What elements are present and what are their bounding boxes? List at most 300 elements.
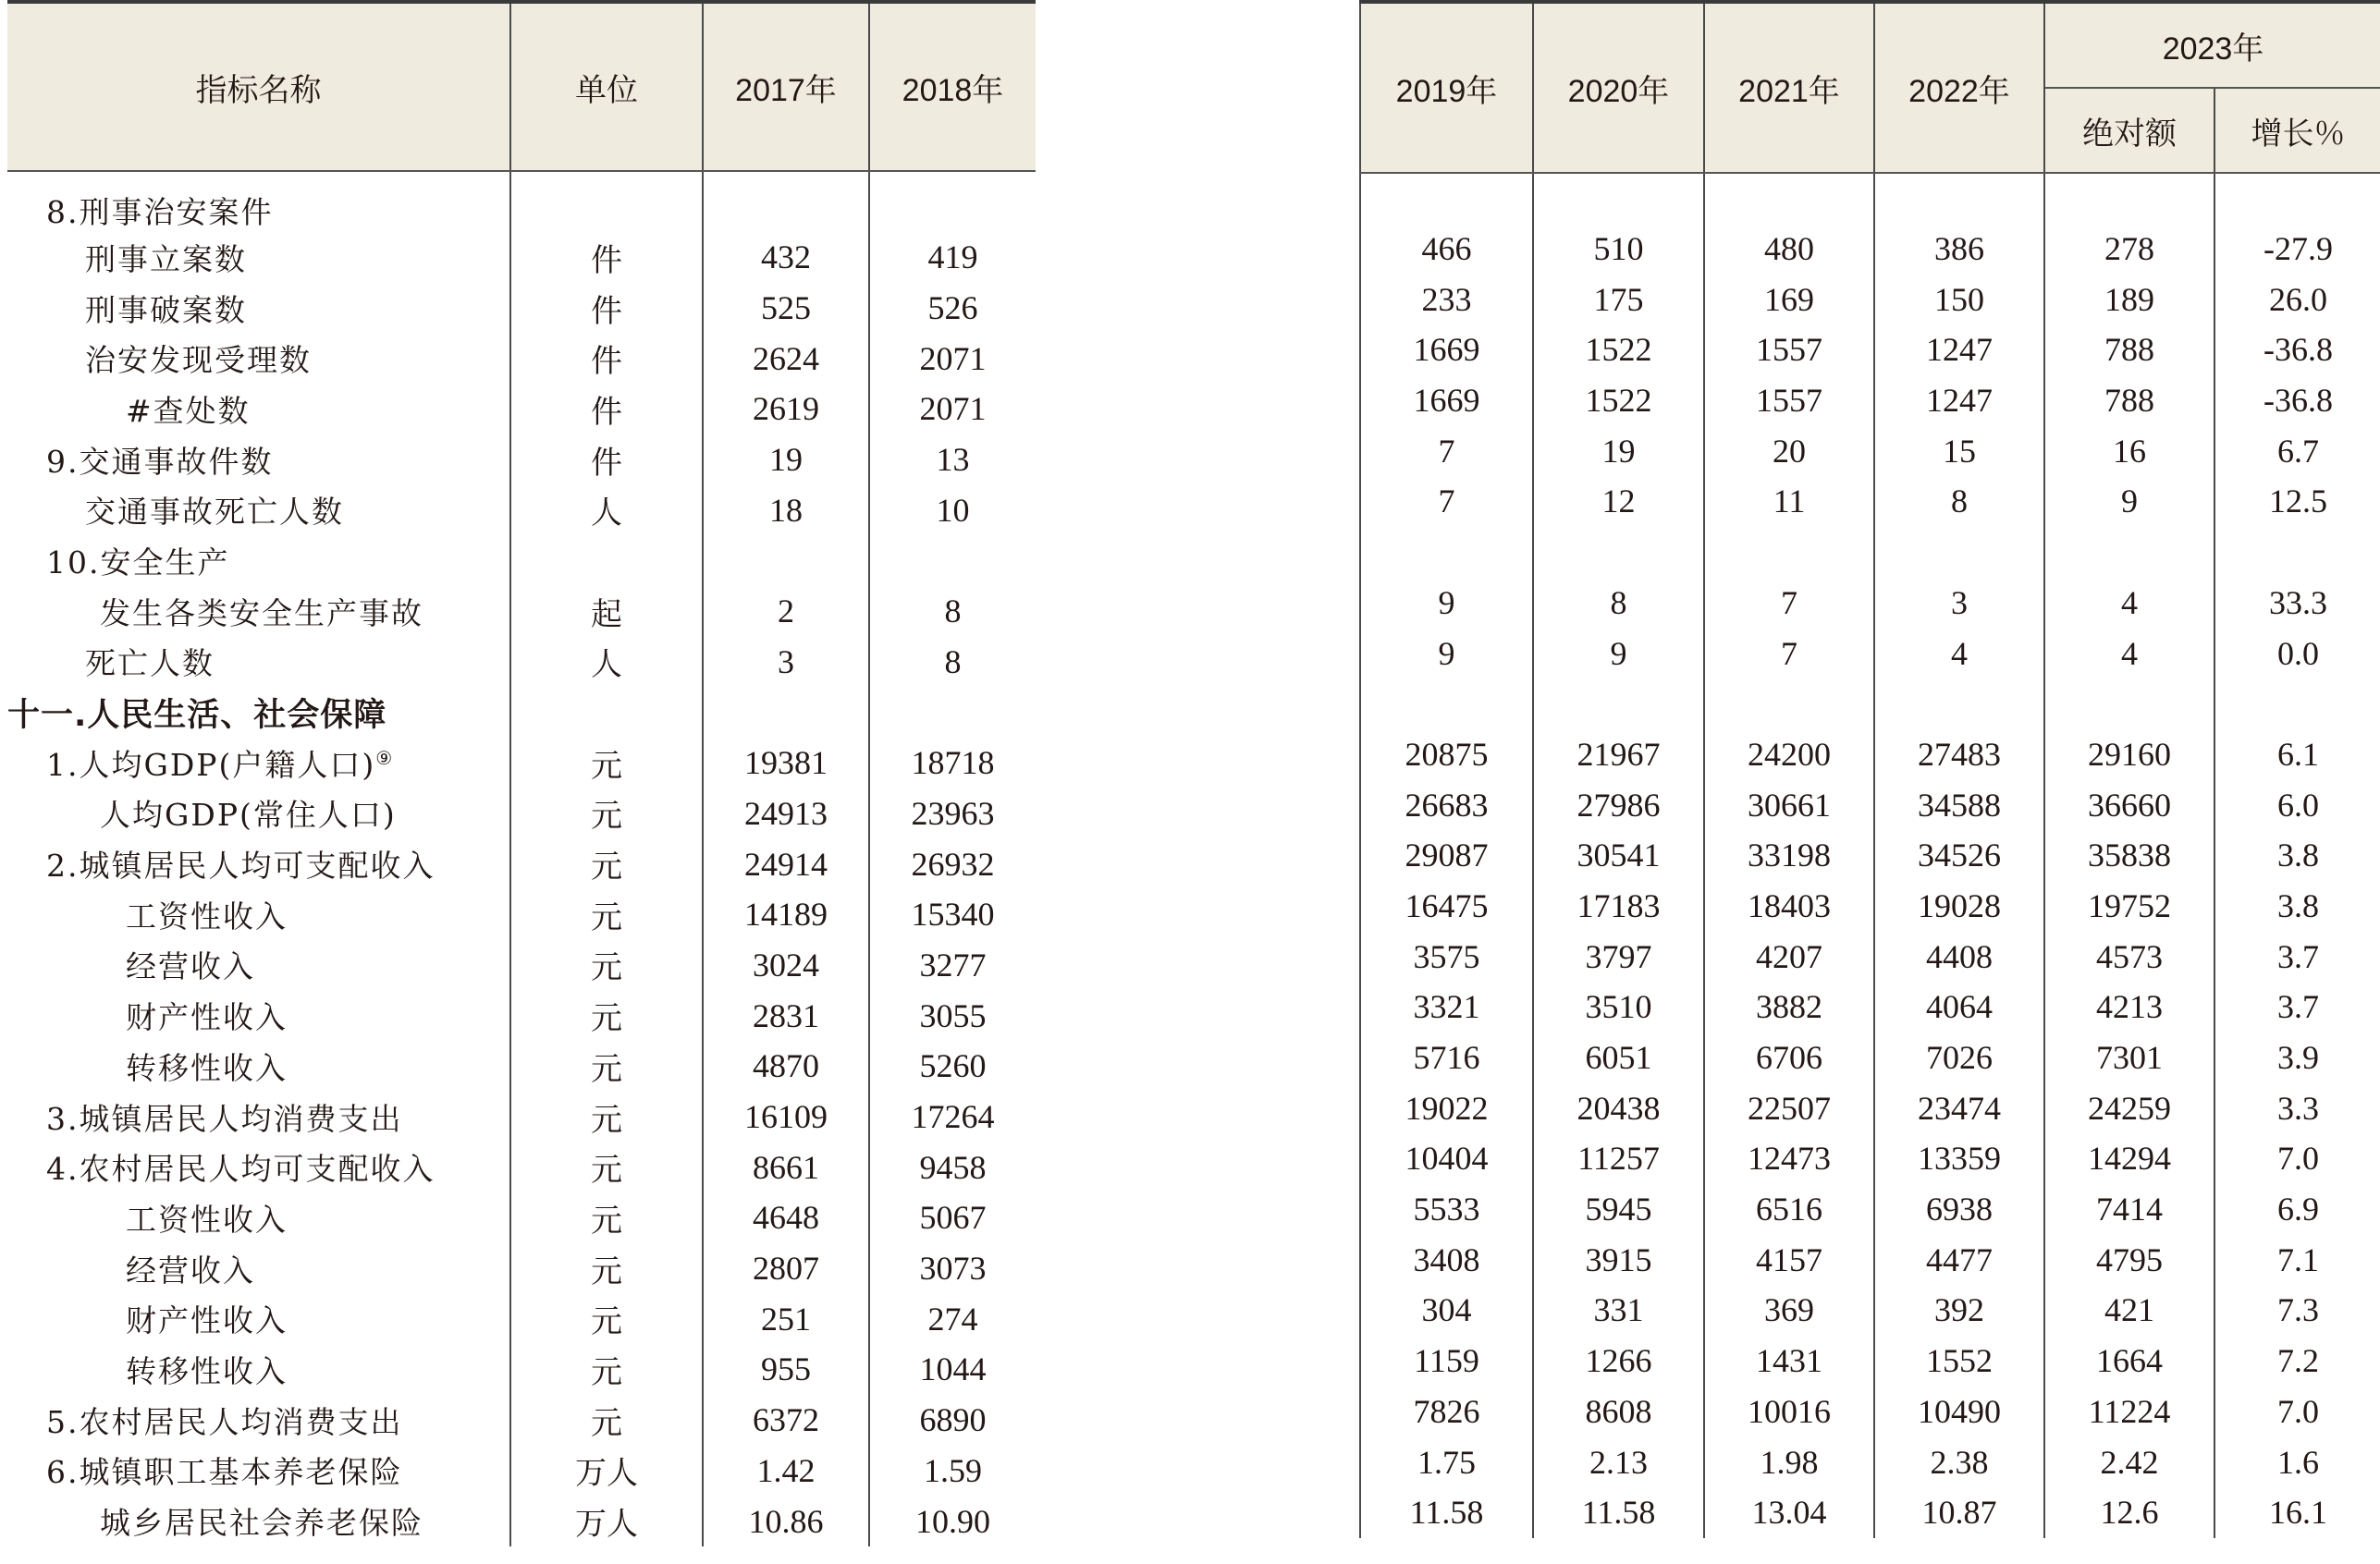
table-row [1360,578,2380,629]
header-2018: 2018年 [869,2,1036,171]
table-row [7,484,1036,535]
value-cell: 7.0 [2277,1140,2319,1178]
indicator-name [7,171,510,232]
indicator-name [7,788,510,839]
value-cell: 14189 [703,889,869,940]
value-cell: 2831 [703,990,869,1041]
indicator-name-text: 2.城镇居民人均可支配收入 [46,848,436,885]
value-cell: 9458 [919,1148,987,1186]
value-cell: 3.8 [2277,886,2319,924]
indicator-name-text: 十一.人民生活、社会保障 [7,696,387,734]
value-cell [1533,678,1704,729]
value-cell: 3.7 [2277,988,2319,1026]
value-cell: 13359 [1874,1133,2044,1184]
value-cell: 466 [1360,224,1533,275]
indicator-name-text: #查处数 [126,392,251,429]
table-row [7,838,1036,889]
value-cell: 1669 [1360,375,1533,426]
table-row [1360,1234,2380,1285]
value-cell: 278 [2044,224,2214,275]
unit-cell: 件 [510,434,703,485]
value-cell: 4795 [2044,1234,2214,1285]
right-table [1359,0,2380,1538]
value-cell: 12.5 [2269,483,2327,520]
table-row [1360,931,2380,982]
value-cell: 7.1 [2277,1240,2319,1278]
value-cell [1874,527,2044,578]
value-cell: 34588 [1874,779,2044,830]
value-cell [1360,527,1533,578]
value-cell: 386 [1874,224,2044,275]
value-cell: 8 [1874,476,2044,527]
indicator-name-text: 发生各类安全生产事故 [100,594,423,631]
value-cell: 10016 [1704,1387,1874,1437]
value-cell: 3055 [919,996,987,1034]
value-cell: 7.0 [2277,1392,2319,1430]
value-cell: 10 [936,491,970,529]
value-cell: 4 [2044,578,2214,629]
value-cell: 304 [1360,1285,1533,1336]
value-cell: 3915 [1533,1234,1704,1285]
value-cell: 3.7 [2277,937,2319,975]
value-cell: 1266 [1533,1336,1704,1387]
value-cell: 24200 [1704,729,1874,780]
value-cell: 24259 [2044,1082,2214,1133]
table-row [1360,1133,2380,1184]
value-cell: 3073 [919,1250,987,1288]
value-cell: 12473 [1704,1133,1874,1184]
value-cell [1874,678,2044,729]
table-row [7,1192,1036,1243]
unit-cell: 元 [510,1395,703,1446]
indicator-name-text: 8.刑事治安案件 [46,194,274,230]
unit-cell: 元 [510,1293,703,1344]
value-cell: 5716 [1360,1032,1533,1083]
value-cell: 8 [1533,578,1704,629]
table-row [1360,425,2380,476]
table-row [7,1092,1036,1142]
indicator-name [7,1344,510,1395]
value-cell: 7301 [2044,1032,2214,1083]
value-cell: 6516 [1704,1184,1874,1235]
table-row [7,990,1036,1041]
value-cell: 4408 [1874,931,2044,982]
value-cell: 33.3 [2269,583,2327,621]
value-cell: 3882 [1704,982,1874,1032]
table-row [7,1446,1036,1497]
value-cell: 7026 [1874,1032,2044,1083]
indicator-name-text: 转移性收入 [126,1049,288,1086]
header-2019: 2019年 [1360,2,1533,173]
value-cell: 2.38 [1874,1436,2044,1487]
value-cell: 30541 [1533,830,1704,881]
value-cell: 9 [2044,476,2214,527]
table-row [7,788,1036,839]
indicator-name-text: 财产性收入 [126,999,288,1036]
unit-cell: 万人 [510,1496,703,1546]
indicator-name [7,384,510,434]
value-cell: 12.6 [2044,1487,2214,1538]
value-cell: 1552 [1874,1336,2044,1387]
value-cell: 27483 [1874,729,2044,780]
indicator-name-text: 刑事立案数 [85,240,247,277]
table-row [7,637,1036,688]
value-cell: 10.90 [915,1502,990,1540]
table-row [1360,678,2380,729]
unit-cell: 起 [510,586,703,637]
indicator-name [7,1192,510,1243]
header-2022: 2022年 [1874,2,2044,173]
table-row [1360,476,2380,527]
value-cell: 23963 [911,794,995,832]
value-cell: 3510 [1533,982,1704,1032]
unit-cell: 件 [510,333,703,384]
indicator-name [7,333,510,384]
value-cell: 6890 [919,1401,987,1439]
indicator-name-text: 5.农村居民人均消费支出 [46,1403,403,1440]
indicator-name [7,738,510,788]
table-row [7,940,1036,991]
right-table-body [1360,173,2380,1538]
indicator-name-text: 工资性收入 [126,898,288,935]
value-cell: 7414 [2044,1184,2214,1235]
indicator-name [7,1142,510,1192]
unit-cell: 元 [510,738,703,788]
value-cell: 189 [2044,274,2214,324]
value-cell: 6.0 [2277,786,2319,824]
header-unit: 单位 [510,2,703,171]
value-cell: 421 [2044,1285,2214,1336]
value-cell: 5260 [919,1047,987,1085]
value-cell: 369 [1704,1285,1874,1336]
value-cell: 20438 [1533,1082,1704,1133]
table-row [1360,1082,2380,1133]
indicator-name-text: 经营收入 [126,948,255,985]
value-cell: 1247 [1874,324,2044,375]
value-cell: 13.04 [1704,1487,1874,1538]
unit-cell: 件 [510,232,703,283]
value-cell: 7 [1360,425,1533,476]
header-2021: 2021年 [1704,2,1874,173]
value-cell: 788 [2044,375,2214,426]
value-cell: 4157 [1704,1234,1874,1285]
value-cell: 30661 [1704,779,1874,830]
value-cell: 21967 [1533,729,1704,780]
indicator-name-text: 人均GDP(常住人口) [100,797,397,834]
value-cell: 419 [927,238,978,276]
value-cell: 4573 [2044,931,2214,982]
unit-cell: 元 [510,990,703,1041]
value-cell: 3575 [1360,931,1533,982]
value-cell: 27986 [1533,779,1704,830]
value-cell: 34526 [1874,830,2044,881]
value-cell: 510 [1533,224,1704,275]
value-cell: 4207 [1704,931,1874,982]
indicator-name [7,1395,510,1446]
value-cell: 6051 [1533,1032,1704,1083]
header-2023-group: 2023年 [2044,2,2380,88]
indicator-name [7,283,510,334]
value-cell: 20875 [1360,729,1533,780]
table-row [1360,729,2380,780]
table-row [1360,628,2380,678]
value-cell: 6706 [1704,1032,1874,1083]
unit-cell: 万人 [510,1446,703,1497]
value-cell: 1.6 [2277,1443,2319,1481]
value-cell: -27.9 [2263,230,2333,268]
value-cell: 1.98 [1704,1436,1874,1487]
table-row [1360,1336,2380,1387]
table-row [7,1243,1036,1294]
unit-cell [510,171,703,232]
value-cell: 23474 [1874,1082,2044,1133]
header-absolute-value: 绝对额 [2044,88,2214,173]
value-cell: 6938 [1874,1184,2044,1235]
value-cell [1360,173,1533,224]
table-row [1360,1184,2380,1235]
value-cell: 13 [936,441,970,479]
table-row [1360,527,2380,578]
value-cell: 17183 [1533,881,1704,932]
value-cell: 2071 [919,339,987,377]
table-row [1360,1285,2380,1336]
value-cell: 4870 [703,1041,869,1092]
indicator-name-text: 财产性收入 [126,1302,288,1339]
value-cell: 16109 [703,1092,869,1142]
value-cell: 17264 [911,1098,995,1136]
value-cell: 19028 [1874,881,2044,932]
value-cell: 4 [2044,628,2214,678]
table-row [1360,1487,2380,1538]
value-cell [2044,527,2214,578]
table-row [7,687,1036,738]
footnote-marker: ⑨ [375,746,395,769]
table-row [1360,274,2380,324]
table-row [1360,1032,2380,1083]
value-cell: 1522 [1533,324,1704,375]
value-cell: 26683 [1360,779,1533,830]
table-row [7,889,1036,940]
value-cell: 4064 [1874,982,2044,1032]
value-cell: 480 [1704,224,1874,275]
indicator-name-text: 刑事破案数 [85,291,247,328]
value-cell: 274 [927,1300,978,1338]
table-row [7,171,1036,232]
unit-cell: 件 [510,384,703,434]
table-row [1360,779,2380,830]
table-row [7,535,1036,586]
value-cell: 10.86 [703,1496,869,1546]
table-row [7,333,1036,384]
value-cell: 8661 [703,1142,869,1192]
value-cell: 7.2 [2277,1342,2319,1380]
value-cell: 2 [703,586,869,637]
value-cell [703,171,869,232]
value-cell: 3321 [1360,982,1533,1032]
value-cell: 3 [703,637,869,688]
unit-cell: 元 [510,1092,703,1142]
unit-cell: 元 [510,1344,703,1395]
table-row [1360,830,2380,881]
indicator-name [7,637,510,688]
value-cell: 788 [2044,324,2214,375]
value-cell: 20 [1704,425,1874,476]
header-2020: 2020年 [1533,2,1704,173]
unit-cell [510,535,703,586]
table-row [7,384,1036,434]
value-cell: 1522 [1533,375,1704,426]
header-2017: 2017年 [703,2,869,171]
value-cell: 955 [703,1344,869,1395]
value-cell: 8608 [1533,1387,1704,1437]
value-cell: 392 [1874,1285,2044,1336]
value-cell [2214,173,2380,224]
value-cell: 26.0 [2269,280,2327,318]
unit-cell: 人 [510,637,703,688]
value-cell: 1664 [2044,1336,2214,1387]
value-cell [2044,173,2214,224]
indicator-name-text: 9.交通事故件数 [46,443,274,480]
value-cell: 6.9 [2277,1191,2319,1228]
value-cell: 16 [2044,425,2214,476]
value-cell: 29160 [2044,729,2214,780]
value-cell: 16475 [1360,881,1533,932]
value-cell: 3.8 [2277,837,2319,874]
indicator-name [7,990,510,1041]
indicator-name [7,838,510,889]
value-cell: 24914 [703,838,869,889]
indicator-name-text: 10.安全生产 [46,544,230,580]
header-indicator-name: 指标名称 [7,2,510,171]
table-row [7,283,1036,334]
table-row [7,1344,1036,1395]
unit-cell: 人 [510,484,703,535]
indicator-name [7,484,510,535]
value-cell: 2619 [703,384,869,434]
value-cell [1533,527,1704,578]
value-cell: 6372 [703,1395,869,1446]
value-cell: 9 [1360,628,1533,678]
value-cell: 2.13 [1533,1436,1704,1487]
value-cell [2214,527,2380,578]
indicator-name [7,434,510,485]
value-cell: 18403 [1704,881,1874,932]
value-cell [1704,527,1874,578]
value-cell: 1431 [1704,1336,1874,1387]
indicator-name [7,687,510,738]
value-cell: -36.8 [2263,331,2333,369]
value-cell: 15340 [911,896,995,934]
value-cell [1533,173,1704,224]
indicator-name [7,1243,510,1294]
table-row [7,586,1036,637]
table-row [7,1041,1036,1092]
unit-cell: 元 [510,1192,703,1243]
value-cell: 10.87 [1874,1487,2044,1538]
indicator-name [7,1446,510,1497]
table-row [7,1293,1036,1344]
unit-cell: 元 [510,1041,703,1092]
value-cell: 6.1 [2277,735,2319,773]
value-cell: 8 [944,593,962,630]
left-table-body [7,171,1036,1546]
table-row [1360,173,2380,224]
value-cell: 3024 [703,940,869,991]
indicator-name [7,232,510,283]
indicator-name-text: 工资性收入 [126,1201,288,1238]
value-cell: 525 [703,283,869,334]
value-cell: 5067 [919,1199,987,1237]
value-cell: 4648 [703,1192,869,1243]
value-cell: -36.8 [2263,382,2333,420]
table-row [7,1142,1036,1192]
indicator-name-text: 城乡居民社会养老保险 [100,1505,423,1542]
value-cell: 7 [1704,578,1874,629]
value-cell: 2624 [703,333,869,384]
value-cell [1360,678,1533,729]
value-cell: 19381 [703,738,869,788]
value-cell: 2807 [703,1243,869,1294]
indicator-name-text: 死亡人数 [85,645,215,682]
value-cell: 6.7 [2277,432,2319,470]
value-cell: 3277 [919,946,987,984]
value-cell: 14294 [2044,1133,2214,1184]
value-cell: 3.9 [2277,1039,2319,1077]
value-cell: 26932 [911,845,995,883]
value-cell: 251 [703,1293,869,1344]
value-cell: 33198 [1704,830,1874,881]
value-cell: 175 [1533,274,1704,324]
indicator-name-text: 1.人均GDP(户籍人口) [46,746,376,783]
indicator-name-text: 4.农村居民人均可支配收入 [46,1151,436,1188]
value-cell [2214,678,2380,729]
left-table [7,0,1036,1546]
indicator-name [7,1041,510,1092]
unit-cell [510,687,703,738]
indicator-name-text: 交通事故死亡人数 [85,494,344,531]
table-row [7,1395,1036,1446]
value-cell: 526 [927,289,978,327]
value-cell: 35838 [2044,830,2214,881]
value-cell: 8 [944,642,962,680]
value-cell: 1.59 [924,1451,982,1489]
table-row [1360,881,2380,932]
value-cell: 22507 [1704,1082,1874,1133]
unit-cell: 元 [510,940,703,991]
value-cell [703,535,869,586]
value-cell [869,687,1036,738]
value-cell: 150 [1874,274,2044,324]
value-cell [869,171,1036,232]
indicator-name [7,586,510,637]
indicator-name [7,1293,510,1344]
indicator-name [7,1092,510,1142]
indicator-name-text: 3.城镇居民人均消费支出 [46,1100,403,1137]
table-row [1360,375,2380,426]
header-growth-percent: 增长％ [2214,88,2380,173]
value-cell: 12 [1533,476,1704,527]
indicator-name [7,535,510,586]
value-cell: 19 [703,434,869,485]
value-cell: 11.58 [1533,1487,1704,1538]
table-row [1360,324,2380,375]
unit-cell: 元 [510,1142,703,1192]
value-cell [703,687,869,738]
value-cell: 1557 [1704,375,1874,426]
indicator-name-text: 经营收入 [126,1252,255,1289]
unit-cell: 件 [510,283,703,334]
value-cell [1704,678,1874,729]
